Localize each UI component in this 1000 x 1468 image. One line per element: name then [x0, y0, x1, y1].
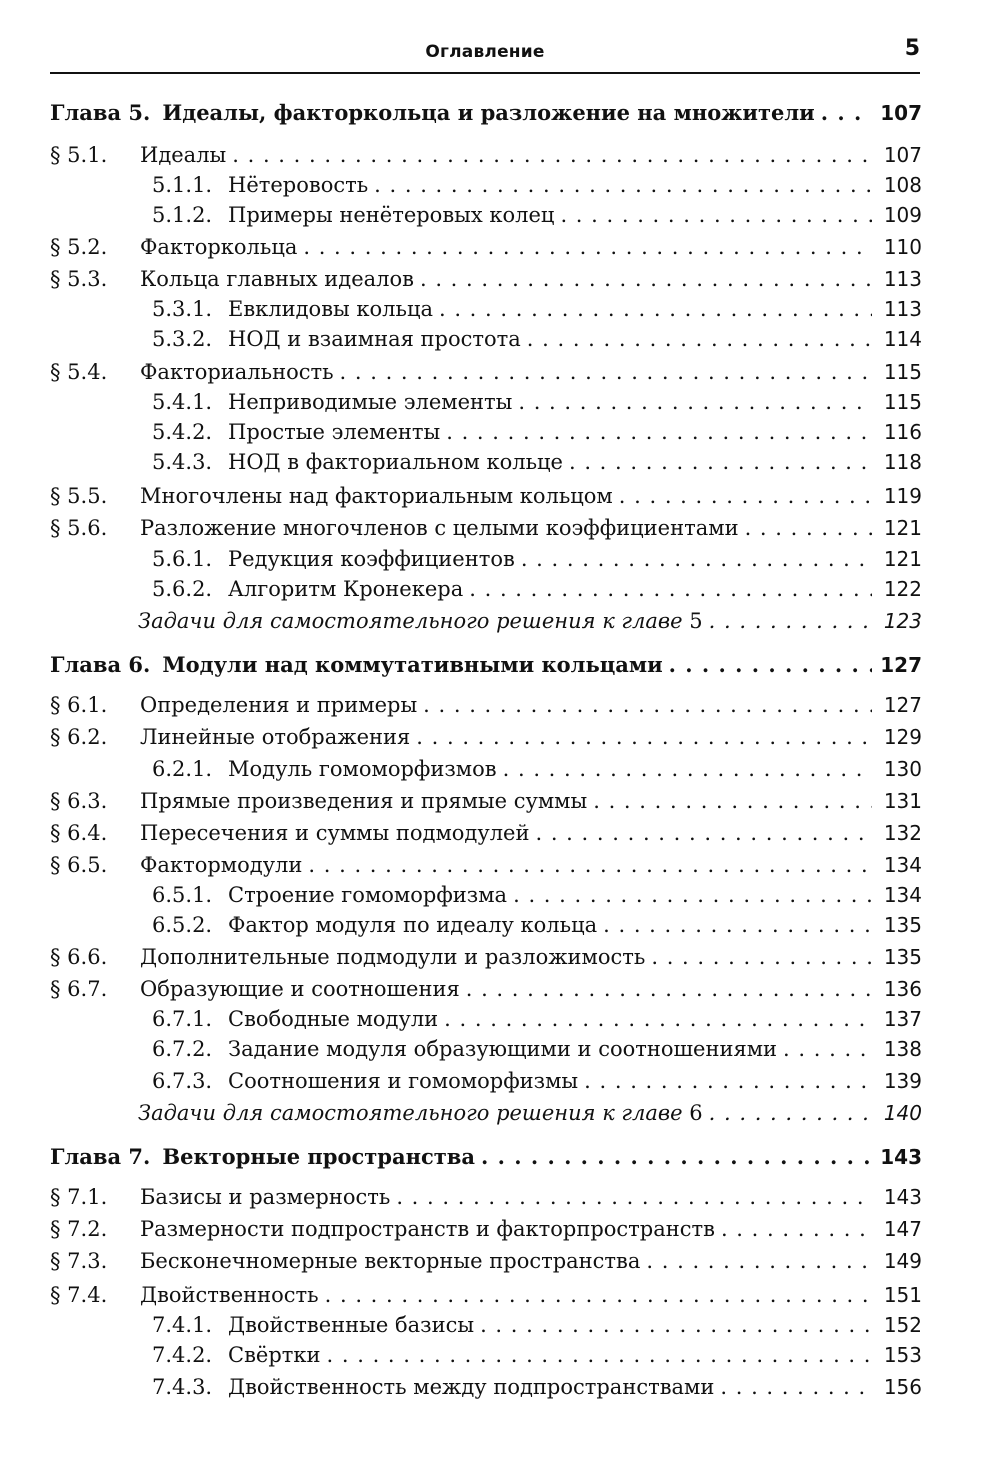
entry-number: Глава 6.: [50, 652, 151, 677]
dot-leader: [651, 942, 872, 972]
dot-leader: [420, 264, 872, 294]
entry-number: § 6.1.: [50, 693, 108, 717]
entry-title-text: Базисы и размерность: [140, 1185, 391, 1209]
entry-title-text: Линейные отображения: [140, 725, 411, 749]
dot-leader: [303, 232, 872, 262]
toc-section-entry: [50, 1280, 922, 1310]
header-title: Оглавление: [425, 42, 545, 62]
toc-chapter-entry: [50, 1142, 922, 1172]
entry-page-number: 110: [883, 235, 922, 259]
entry-page-number: 139: [883, 1069, 922, 1093]
entry-page-number: 121: [883, 516, 922, 540]
toc-subsection-entry: [50, 910, 922, 940]
entry-page-number: 108: [883, 173, 922, 197]
entry-title-text: Алгоритм Кронекера: [228, 577, 464, 601]
dot-leader: [745, 513, 872, 543]
entry-title: [140, 818, 529, 848]
dot-leader: [503, 754, 872, 784]
entry-title: [228, 1034, 777, 1064]
dot-leader: [444, 1004, 872, 1034]
entry-page-number: 135: [883, 913, 922, 937]
entry-title-text: Пересечения и суммы подмодулей: [140, 821, 530, 845]
entry-title-text: Размерности подпространств и факторпространств: [140, 1217, 715, 1241]
entry-page-number: 107: [880, 101, 922, 125]
entry-title-text: Модули над коммутативными кольцами: [162, 652, 663, 677]
entry-title: [140, 786, 587, 816]
toc-section-entry: [50, 264, 922, 294]
entry-title-text: Евклидовы кольца: [228, 297, 433, 321]
entry-page-number: 151: [883, 1283, 922, 1307]
dot-leader: [481, 1142, 872, 1172]
entry-title: [228, 1066, 578, 1096]
entry-title-text: Примеры ненётеровых колец: [228, 203, 555, 227]
toc-chapter-entry: [50, 650, 922, 680]
entry-number: 5.3.1.: [152, 297, 213, 321]
entry-title: [228, 417, 440, 447]
entry-page-number: 121: [883, 547, 922, 571]
dot-leader: [480, 1310, 872, 1340]
entry-title-text: Факторкольца: [140, 235, 298, 259]
entry-page-number: 134: [883, 853, 922, 877]
entry-title-text: Прямые произведения и прямые суммы: [140, 789, 588, 813]
toc-subsection-entry: [50, 387, 922, 417]
entry-title: [140, 481, 613, 511]
entry-number: 6.5.2.: [152, 913, 213, 937]
entry-title: [228, 1340, 321, 1370]
entry-page-number: 143: [880, 1145, 922, 1169]
entry-title-text: Многочлены над факториальным кольцом: [140, 484, 613, 508]
entry-page-number: 127: [880, 653, 922, 677]
dot-leader: [709, 606, 872, 636]
toc-section-entry: [50, 690, 922, 720]
entry-title: [140, 722, 410, 752]
entry-page-number: 114: [883, 327, 922, 351]
entry-title-text: Строение гомоморфизма: [228, 883, 508, 907]
entry-number: § 6.6.: [50, 945, 108, 969]
entry-number: § 5.4.: [50, 360, 108, 384]
toc-subsection-entry: [50, 417, 922, 447]
entry-title: [140, 850, 302, 880]
toc-subsection-entry: [50, 574, 922, 604]
entry-number: 7.4.3.: [152, 1375, 213, 1399]
entry-number: § 6.4.: [50, 821, 108, 845]
entry-title-text: Идеалы: [140, 143, 227, 167]
dot-leader: [446, 417, 872, 447]
entry-number: § 5.1.: [50, 143, 108, 167]
toc-section-entry: [50, 140, 922, 170]
dot-leader: [569, 447, 872, 477]
dot-leader: [584, 1066, 872, 1096]
entry-page-number: 116: [883, 420, 922, 444]
entry-page-number: 115: [883, 360, 922, 384]
entry-title: [140, 1246, 640, 1276]
entry-number: 6.7.1.: [152, 1007, 213, 1031]
entry-page-number: 118: [883, 450, 922, 474]
entry-number: § 5.3.: [50, 267, 108, 291]
entry-title: [140, 140, 226, 170]
entry-number: § 5.6.: [50, 516, 108, 540]
entry-page-number: 132: [883, 821, 922, 845]
entry-number: § 5.5.: [50, 484, 108, 508]
entry-title: [140, 942, 645, 972]
entry-number: 6.2.1.: [152, 757, 213, 781]
entry-title-text: НОД и взаимная простота: [228, 327, 521, 351]
entry-page-number: 134: [883, 883, 922, 907]
dot-leader: [709, 1098, 872, 1128]
dot-leader: [603, 910, 872, 940]
entry-title-text: Редукция коэффициентов: [228, 547, 515, 571]
entry-title-text: НОД в факториальном кольце: [228, 450, 563, 474]
entry-title: [140, 1280, 319, 1310]
dot-leader: [521, 544, 872, 574]
entry-page-number: 115: [883, 390, 922, 414]
entry-title: [140, 690, 417, 720]
dot-leader: [466, 974, 872, 1004]
entry-number: 5.4.2.: [152, 420, 213, 444]
entry-title: [228, 1004, 438, 1034]
entry-title-text: Идеалы, факторкольца и разложение на множители: [162, 100, 815, 125]
entry-title: [228, 447, 563, 477]
entry-title: [228, 200, 554, 230]
entry-title: [140, 1182, 390, 1212]
entry-title-text: Факториальность: [140, 360, 334, 384]
dot-leader: [527, 324, 872, 354]
dot-leader: [416, 722, 872, 752]
dot-leader: [560, 200, 872, 230]
entry-page-number: 137: [883, 1007, 922, 1031]
entry-title-text: Свёртки: [228, 1343, 321, 1367]
toc-subsection-entry: [50, 880, 922, 910]
dot-leader: [535, 818, 872, 848]
entry-title-text: Двойственность между подпространствами: [228, 1375, 715, 1399]
entry-page-number: 138: [883, 1037, 922, 1061]
toc-subsection-entry: [50, 200, 922, 230]
dot-leader: [396, 1182, 872, 1212]
entry-title-text: Соотношения и гомоморфизмы: [228, 1069, 579, 1093]
toc-subsection-entry: [50, 1372, 922, 1402]
toc-subsection-entry: [50, 754, 922, 784]
entry-page-number: 119: [883, 484, 922, 508]
entry-number: § 6.2.: [50, 725, 108, 749]
dot-leader: [619, 481, 872, 511]
dot-leader: [669, 650, 872, 680]
toc-subsection-entry: [50, 447, 922, 477]
entry-page-number: 107: [883, 143, 922, 167]
entry-page-number: 143: [883, 1185, 922, 1209]
entry-page-number: 129: [883, 725, 922, 749]
dot-leader: [232, 140, 872, 170]
toc-section-entry: [50, 942, 922, 972]
dot-leader: [513, 880, 872, 910]
dot-leader: [340, 357, 872, 387]
entry-page-number: 140: [883, 1101, 922, 1125]
entry-page-number: 122: [883, 577, 922, 601]
entry-number: § 5.2.: [50, 235, 108, 259]
entry-number: 6.5.1.: [152, 883, 213, 907]
entry-page-number: 156: [883, 1375, 922, 1399]
entry-title-text: Фактормодули: [140, 853, 303, 877]
entry-number: 5.3.2.: [152, 327, 213, 351]
entry-chapter-number: 6: [689, 1101, 703, 1125]
entry-title: [228, 574, 463, 604]
toc-section-entry: [50, 1246, 922, 1276]
entry-title-text: Разложение многочленов с целыми коэффициентами: [140, 516, 739, 540]
dot-leader: [593, 786, 872, 816]
dot-leader: [646, 1246, 872, 1276]
entry-number: 5.4.3.: [152, 450, 213, 474]
entry-title: [228, 324, 521, 354]
dot-leader: [423, 690, 872, 720]
entry-title-text: Нётеровость: [228, 173, 369, 197]
toc-chapter-entry: [50, 98, 922, 128]
entry-title-text: Дополнительные подмодули и разложимость: [140, 945, 646, 969]
entry-title-text: Кольца главных идеалов: [140, 267, 414, 291]
dot-leader: [374, 170, 872, 200]
toc-section-entry: [50, 481, 922, 511]
entry-title-text: Образующие и соотношения: [140, 977, 460, 1001]
dot-leader: [783, 1034, 872, 1064]
entry-title: [228, 170, 368, 200]
entry-page-number: 135: [883, 945, 922, 969]
entry-title: [228, 880, 507, 910]
dot-leader: [439, 294, 872, 324]
entry-title: [228, 910, 597, 940]
entry-page-number: 109: [883, 203, 922, 227]
toc-subsection-entry: [50, 170, 922, 200]
entry-title: [140, 357, 334, 387]
entry-title: [228, 1372, 714, 1402]
entry-number: 7.4.1.: [152, 1313, 213, 1337]
entry-title-text: Задание модуля образующими и соотношениями: [228, 1037, 778, 1061]
entry-title-text: Задачи для самостоятельного решения к главе: [138, 609, 683, 633]
entry-number: 6.7.2.: [152, 1037, 213, 1061]
toc-section-entry: [50, 357, 922, 387]
entry-number: § 6.5.: [50, 853, 108, 877]
entry-number: 5.4.1.: [152, 390, 213, 414]
entry-number: Глава 7.: [50, 1144, 151, 1169]
toc-section-entry: [50, 850, 922, 880]
toc-exercises-entry: [50, 1098, 922, 1128]
entry-number: 5.1.1.: [152, 173, 213, 197]
entry-number: 6.7.3.: [152, 1069, 213, 1093]
entry-title: [228, 387, 512, 417]
entry-chapter-number: 5: [689, 609, 703, 633]
toc-section-entry: [50, 818, 922, 848]
entry-number: § 7.3.: [50, 1249, 108, 1273]
dot-leader: [821, 98, 872, 128]
entry-title-text: Фактор модуля по идеалу кольца: [228, 913, 598, 937]
dot-leader: [721, 1214, 872, 1244]
entry-number: 7.4.2.: [152, 1343, 213, 1367]
toc-section-entry: [50, 513, 922, 543]
toc-subsection-entry: [50, 1310, 922, 1340]
toc-subsection-entry: [50, 1034, 922, 1064]
entry-number: § 7.2.: [50, 1217, 108, 1241]
entry-page-number: 131: [883, 789, 922, 813]
entry-title-text: Свободные модули: [228, 1007, 439, 1031]
entry-title: [162, 98, 814, 128]
entry-title-text: Двойственность: [140, 1283, 319, 1307]
entry-title-text: Двойственные базисы: [228, 1313, 475, 1337]
toc-exercises-entry: [50, 606, 922, 636]
entry-page-number: 130: [883, 757, 922, 781]
entry-title: [228, 294, 433, 324]
dot-leader: [518, 387, 872, 417]
entry-title: [162, 650, 662, 680]
entry-title-text: Задачи для самостоятельного решения к главе: [138, 1101, 683, 1125]
entry-number: § 7.1.: [50, 1185, 108, 1209]
header-page-number: 5: [904, 36, 920, 61]
toc-section-entry: [50, 974, 922, 1004]
entry-title: [162, 1142, 475, 1172]
entry-title-text: Векторные пространства: [162, 1144, 475, 1169]
dot-leader: [308, 850, 872, 880]
toc-subsection-entry: [50, 544, 922, 574]
running-header: [50, 36, 920, 74]
entry-page-number: 153: [883, 1343, 922, 1367]
dot-leader: [325, 1280, 872, 1310]
entry-page-number: 113: [883, 267, 922, 291]
entry-title: [140, 1214, 715, 1244]
entry-page-number: 152: [883, 1313, 922, 1337]
toc-section-entry: [50, 722, 922, 752]
entry-title-text: Простые элементы: [228, 420, 441, 444]
toc-subsection-entry: [50, 1340, 922, 1370]
toc-subsection-entry: [50, 324, 922, 354]
entry-page-number: 123: [883, 609, 922, 633]
entry-page-number: 136: [883, 977, 922, 1001]
entry-number: Глава 5.: [50, 100, 151, 125]
entry-number: § 7.4.: [50, 1283, 108, 1307]
entry-title: [228, 1310, 474, 1340]
toc-section-entry: [50, 1182, 922, 1212]
toc-subsection-entry: [50, 1066, 922, 1096]
entry-number: 5.6.2.: [152, 577, 213, 601]
toc-section-entry: [50, 786, 922, 816]
entry-page-number: 113: [883, 297, 922, 321]
entry-number: 5.6.1.: [152, 547, 213, 571]
entry-title-text: Неприводимые элементы: [228, 390, 513, 414]
entry-page-number: 127: [883, 693, 922, 717]
toc-section-entry: [50, 1214, 922, 1244]
entry-title: [140, 513, 739, 543]
entry-title: [138, 1098, 703, 1128]
entry-number: § 6.3.: [50, 789, 108, 813]
toc-subsection-entry: [50, 1004, 922, 1034]
entry-title: [228, 544, 515, 574]
dot-leader: [327, 1340, 872, 1370]
dot-leader: [469, 574, 872, 604]
entry-title: [138, 606, 703, 636]
entry-number: § 6.7.: [50, 977, 108, 1001]
toc-subsection-entry: [50, 294, 922, 324]
entry-title: [140, 232, 297, 262]
entry-number: 5.1.2.: [152, 203, 213, 227]
entry-page-number: 149: [883, 1249, 922, 1273]
entry-title-text: Определения и примеры: [140, 693, 418, 717]
entry-title: [140, 264, 414, 294]
entry-title-text: Модуль гомоморфизмов: [228, 757, 497, 781]
entry-title-text: Бесконечномерные векторные пространства: [140, 1249, 641, 1273]
dot-leader: [720, 1372, 872, 1402]
entry-title: [140, 974, 460, 1004]
entry-title: [228, 754, 497, 784]
toc-section-entry: [50, 232, 922, 262]
entry-page-number: 147: [883, 1217, 922, 1241]
